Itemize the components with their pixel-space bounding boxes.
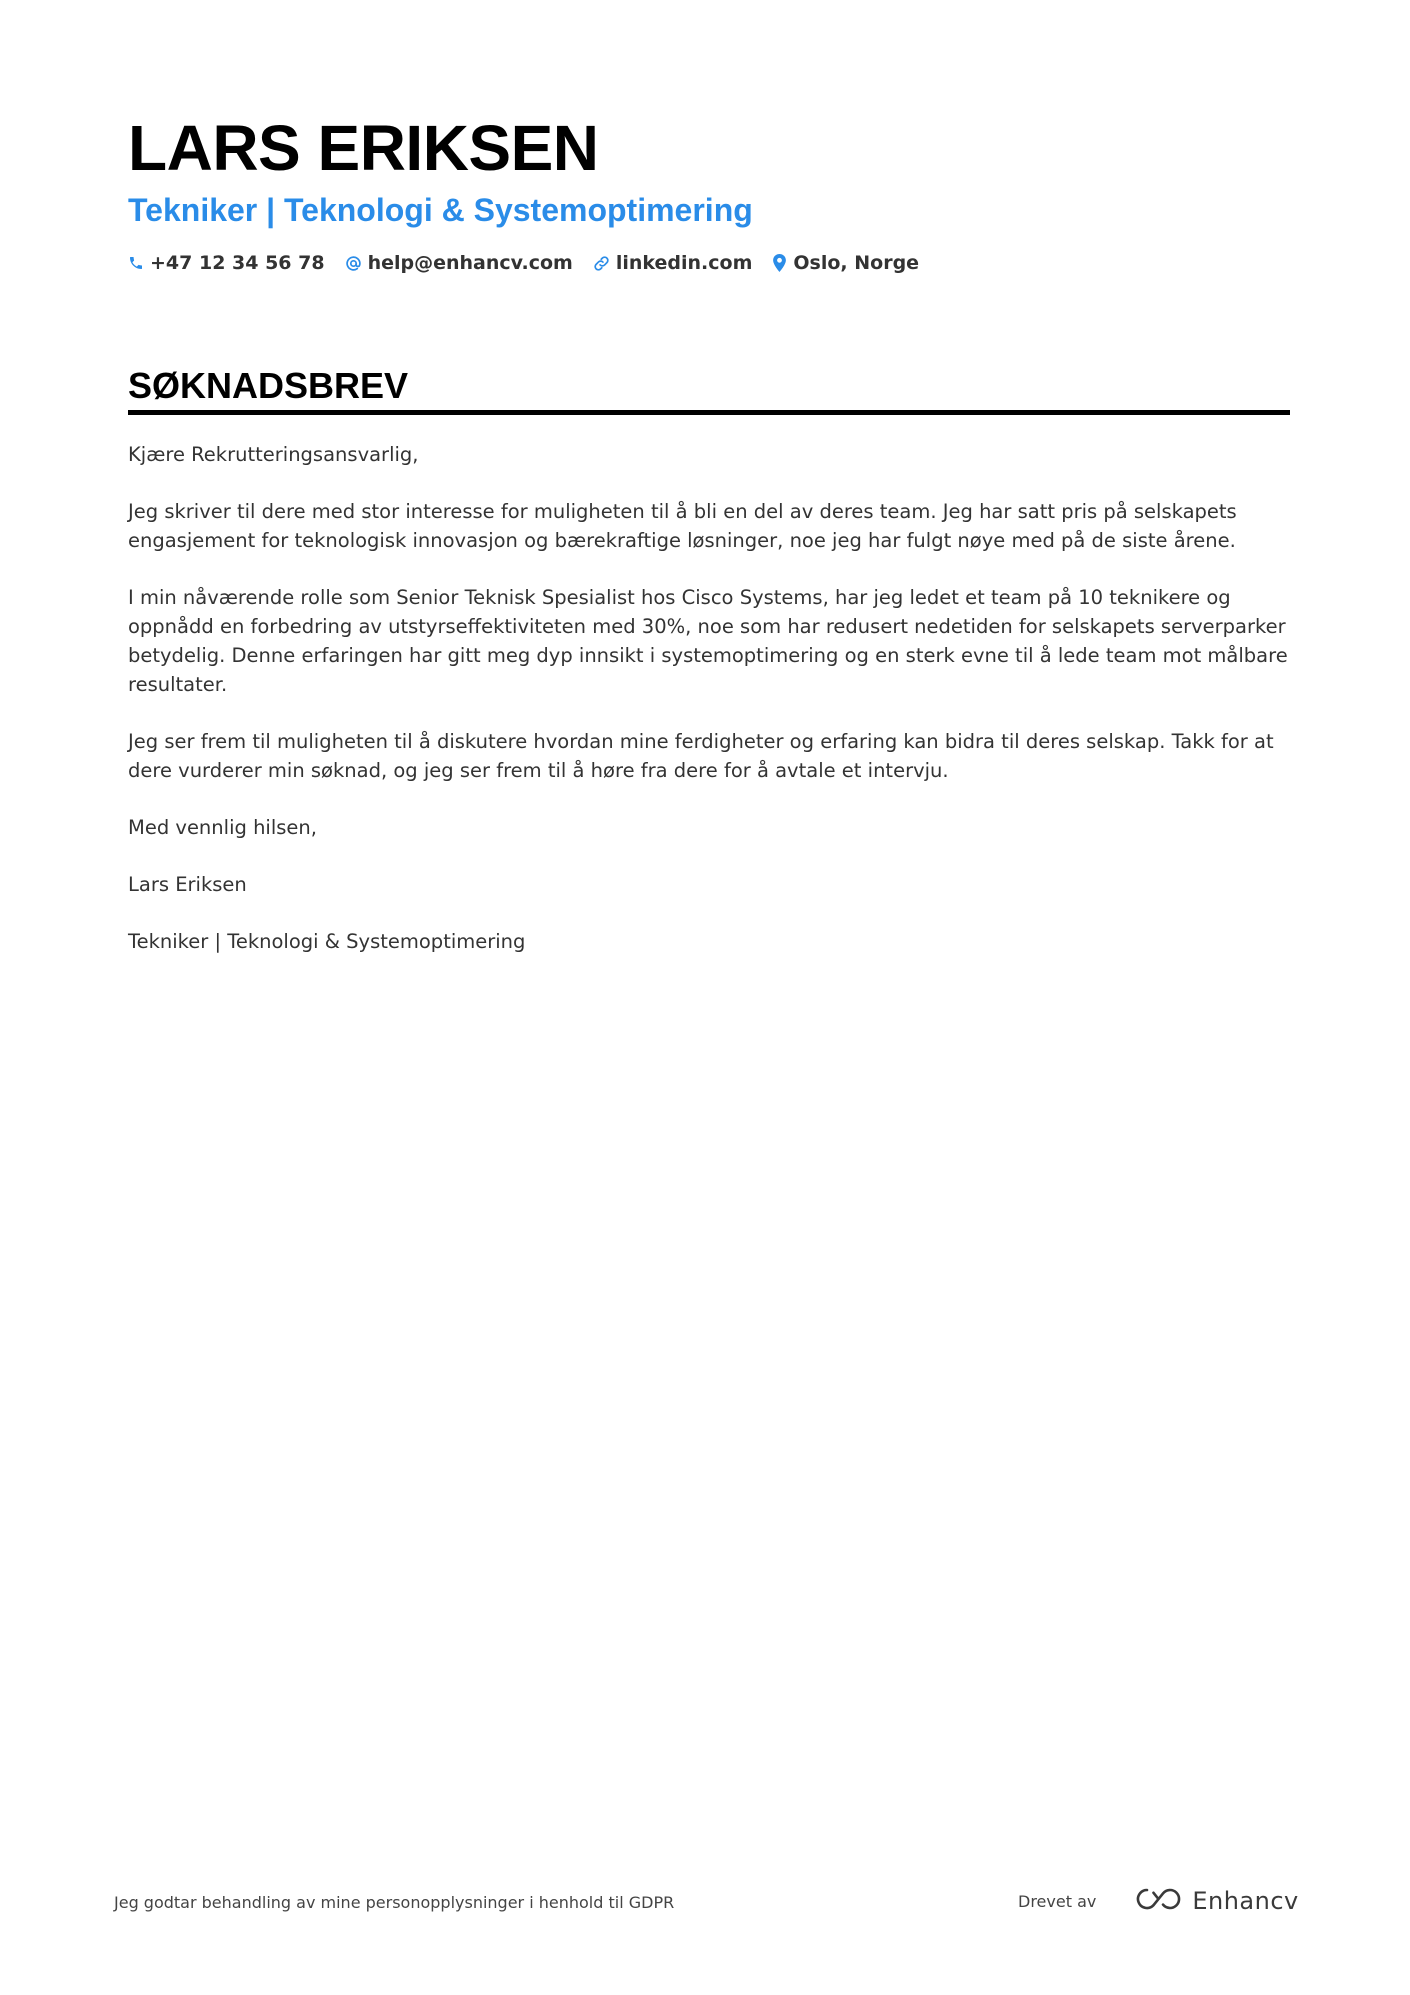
link-icon xyxy=(593,255,610,272)
contact-location xyxy=(772,252,919,274)
gdpr-consent-text: Jeg godtar behandling av mine personopplysninger i henhold til GDPR xyxy=(114,1893,675,1912)
contact-phone-text: +47 12 34 56 78 xyxy=(150,252,325,274)
contact-linkedin[interactable] xyxy=(593,252,753,274)
letter-body xyxy=(128,440,1290,984)
location-pin-icon xyxy=(772,254,787,272)
enhancv-brand-link[interactable] xyxy=(1134,1886,1298,1916)
contact-linkedin-text: linkedin.com xyxy=(615,252,753,274)
letter-paragraph: Jeg skriver til dere med stor interesse for muligheten til å bli en del av deres team. Jeg har satt pris på selskapets engasjement for teknologisk innovasjon og bærekraftige løsninger, noe jeg har fulgt nøye med på de siste årene. xyxy=(128,500,1237,552)
enhancv-logo-icon xyxy=(1134,1886,1182,1916)
candidate-name: LARS ERIKSEN xyxy=(128,112,599,184)
signature-name: Lars Eriksen xyxy=(128,873,247,896)
powered-by-label: Drevet av xyxy=(1018,1891,1097,1911)
letter-greeting: Kjære Rekrutteringsansvarlig, xyxy=(128,443,419,466)
contact-bar xyxy=(128,252,919,274)
signature-title: Tekniker | Teknologi & Systemoptimering xyxy=(128,930,526,953)
candidate-title: Tekniker | Teknologi & Systemoptimering xyxy=(128,192,753,228)
section-divider xyxy=(128,410,1290,415)
section-title: SØKNADSBREV xyxy=(128,365,409,406)
letter-paragraph: I min nåværende rolle som Senior Teknisk Spesialist hos Cisco Systems, har jeg ledet et team på 10 teknikere og oppnådd en forbedring av utstyrseffektiviteten med 30%, noe som har redusert nedetiden for selskapets serverparker betydelig. Denne erfaringen har gitt meg dyp innsikt i systemoptimering og en sterk evne til å lede team mot målbare resultater. xyxy=(128,586,1288,696)
contact-phone[interactable] xyxy=(128,252,325,274)
at-icon xyxy=(345,255,362,272)
contact-email[interactable] xyxy=(345,252,573,274)
contact-email-text: help@enhancv.com xyxy=(367,252,573,274)
contact-location-text: Oslo, Norge xyxy=(793,252,920,274)
powered-by xyxy=(1018,1886,1299,1916)
phone-icon xyxy=(128,255,144,271)
letter-paragraph: Jeg ser frem til muligheten til å diskutere hvordan mine ferdigheter og erfaring kan bidra til deres selskap. Takk for at dere vurderer min søknad, og jeg ser frem til å høre fra dere for å avtale et intervju. xyxy=(128,730,1274,782)
letter-closing: Med vennlig hilsen, xyxy=(128,816,317,839)
brand-name: Enhancv xyxy=(1192,1887,1299,1915)
